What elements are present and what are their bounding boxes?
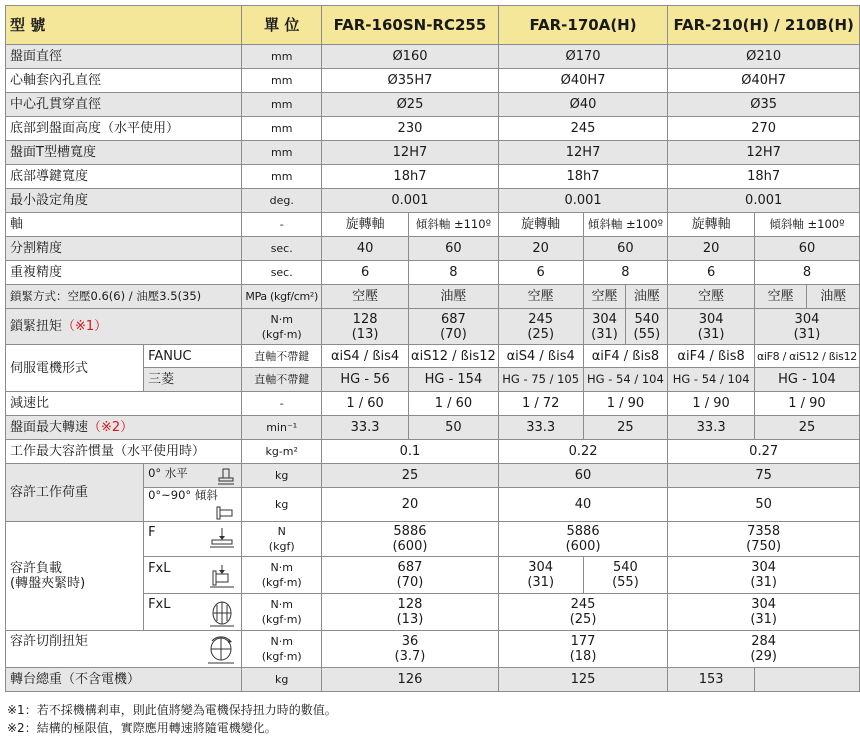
cell: 153 (668, 668, 755, 692)
cell: αiS12 / ßis12 (409, 345, 499, 368)
row-label: 底部導鍵寬度 (6, 165, 242, 189)
cell: 傾斜軸 ±100º (583, 213, 668, 237)
cell: 0.001 (498, 189, 668, 213)
value: 304 (794, 311, 820, 327)
row-unit: sec. (242, 237, 322, 261)
row-label (6, 631, 242, 668)
label-text: 容許切削扭矩 (10, 634, 89, 649)
row-unit (242, 309, 322, 345)
cell (583, 309, 626, 345)
horizontal-table-icon (217, 468, 235, 486)
unit-b: (kgf) (268, 540, 295, 553)
header-col3: FAR-210(H) / 210B(H) (668, 6, 860, 45)
row-clamp-torque (6, 309, 860, 345)
unit-b: (kgf·m) (261, 327, 302, 341)
row-label: 盤面直徑 (6, 45, 242, 69)
cell: 40 (498, 488, 668, 522)
cell: 空壓 (754, 285, 807, 309)
cutting-torque-icon (207, 636, 235, 664)
cell: 25 (754, 416, 859, 440)
row-unit: 直軸不帶鍵 (242, 368, 322, 392)
cell: 33.3 (498, 416, 583, 440)
note-mark: （※2） (88, 420, 134, 435)
cell: 25 (322, 464, 499, 488)
row-label: 盤面T型槽寬度 (6, 141, 242, 165)
cell: 20 (498, 237, 583, 261)
row-center-height (6, 117, 860, 141)
row-label (6, 522, 144, 631)
cell: HG - 54 / 104 (583, 368, 668, 392)
row-unit: - (242, 392, 322, 416)
cell (322, 594, 499, 631)
sub-label (144, 522, 242, 557)
value: 304 (592, 311, 617, 327)
value-sub: (13) (396, 612, 424, 627)
cell (322, 522, 499, 557)
cell (498, 631, 668, 668)
cell: Ø35 (668, 93, 860, 117)
cell: 25 (583, 416, 668, 440)
row-axis (6, 213, 860, 237)
cell: αiF8 / αiS12 / ßis12 (754, 345, 859, 368)
cell: Ø40H7 (668, 69, 860, 93)
cell: Ø160 (322, 45, 499, 69)
row-clamp-load-f (6, 522, 860, 557)
row-unit: MPa (kgf/cm²) (242, 285, 322, 309)
header-unit: 單 位 (242, 6, 322, 45)
cell: 75 (668, 464, 860, 488)
cell: 1 / 90 (583, 392, 668, 416)
unit-b: (kgf·m) (261, 650, 302, 663)
row-center-hole (6, 93, 860, 117)
row-unit: mm (242, 141, 322, 165)
label-a: 容許負載 (10, 561, 63, 576)
row-servo-fanuc (6, 345, 860, 368)
cell: αiF4 / ßis8 (583, 345, 668, 368)
row-label: 心軸套內孔直徑 (6, 69, 242, 93)
cell: 125 (498, 668, 668, 692)
cell (498, 557, 583, 594)
row-unit: kg (242, 668, 322, 692)
cell (668, 594, 860, 631)
cell: 傾斜軸 ±110º (409, 213, 499, 237)
value: 245 (528, 311, 554, 327)
footnote-1: ※1：若不採機構剎車，則此值將變為電機保持扭力時的數值。 (7, 703, 337, 717)
cell: 旋轉軸 (668, 213, 755, 237)
cell: 傾斜軸 ±100º (754, 213, 859, 237)
row-plate-dia (6, 45, 860, 69)
cell: 旋轉軸 (498, 213, 583, 237)
row-unit: kg-m² (242, 440, 322, 464)
cell: 0.001 (668, 189, 860, 213)
row-indexing (6, 237, 860, 261)
cell: 旋轉軸 (322, 213, 409, 237)
cell: Ø170 (498, 45, 668, 69)
cell: 40 (322, 237, 409, 261)
row-unit: - (242, 213, 322, 237)
sub-label (144, 594, 242, 631)
label-b: (轉盤夾緊時) (10, 576, 86, 591)
sub-label (144, 464, 242, 488)
value: 304 (751, 560, 777, 575)
cell: αiS4 / ßis4 (322, 345, 409, 368)
cell: 33.3 (322, 416, 409, 440)
value-sub: (29) (750, 649, 777, 664)
row-unit: mm (242, 93, 322, 117)
cell: HG - 56 (322, 368, 409, 392)
cell: 空壓 (668, 285, 755, 309)
row-unit (242, 557, 322, 594)
row-repeat (6, 261, 860, 285)
value-sub: (600) (565, 539, 601, 554)
cell: 8 (754, 261, 859, 285)
row-clamp-method (6, 285, 860, 309)
cell: 245 (498, 117, 668, 141)
row-unit: sec. (242, 261, 322, 285)
unit-a: N (277, 525, 286, 538)
row-guide-key (6, 165, 860, 189)
cell: 0.27 (668, 440, 860, 464)
spec-table (5, 5, 860, 692)
row-label: 中心孔貫穿直徑 (6, 93, 242, 117)
cell: Ø25 (322, 93, 499, 117)
row-label: 轉台總重（不含電機） (6, 668, 242, 692)
cell: 20 (322, 488, 499, 522)
row-unit (242, 522, 322, 557)
value-sub: (31) (591, 326, 618, 342)
unit-b: (kgf·m) (261, 576, 302, 589)
cell: 6 (668, 261, 755, 285)
row-unit: 直軸不帶鍵 (242, 345, 322, 368)
row-min-angle (6, 189, 860, 213)
cell: αiS4 / ßis4 (498, 345, 583, 368)
footnote-2: ※2：結構的極限值，實際應用轉速將隨電機變化。 (7, 721, 277, 735)
value-sub: (600) (392, 539, 428, 554)
value: 304 (528, 560, 554, 575)
cell: Ø210 (668, 45, 860, 69)
row-label: 鎖緊方式：空壓0.6(6) / 油壓3.5(35) (6, 285, 242, 309)
value: 245 (570, 597, 596, 612)
row-spindle-bore (6, 69, 860, 93)
row-unit: kg (242, 464, 322, 488)
value-sub: (55) (633, 326, 661, 342)
cell: 0.22 (498, 440, 668, 464)
value: 7358 (747, 524, 781, 539)
cell (322, 309, 409, 345)
row-label: 伺服電機形式 (6, 345, 144, 392)
header-row (6, 6, 860, 45)
row-unit: deg. (242, 189, 322, 213)
row-label: 分割精度 (6, 237, 242, 261)
cell (583, 557, 668, 594)
cell: 1 / 90 (754, 392, 859, 416)
cell: αiF4 / ßis8 (668, 345, 755, 368)
sub-label-text: FxL (148, 561, 171, 576)
cell: 8 (409, 261, 499, 285)
row-load-horizontal (6, 464, 860, 488)
value-sub: (750) (746, 539, 782, 554)
cell (668, 557, 860, 594)
header-col2: FAR-170A(H) (498, 6, 668, 45)
value-sub: (31) (697, 326, 725, 342)
note-mark: （※1） (62, 319, 108, 334)
cell: HG - 154 (409, 368, 499, 392)
sub-label: FANUC (144, 345, 242, 368)
row-label: 軸 (6, 213, 242, 237)
cell: 18h7 (498, 165, 668, 189)
cell: 空壓 (583, 285, 626, 309)
cell: 12H7 (322, 141, 499, 165)
value: 5886 (393, 524, 427, 539)
cell: 油壓 (626, 285, 668, 309)
cell (754, 309, 859, 345)
value: 36 (401, 634, 419, 649)
row-unit: mm (242, 45, 322, 69)
row-label (6, 309, 242, 345)
value-sub: (55) (612, 575, 639, 590)
cell (498, 309, 583, 345)
row-unit (242, 631, 322, 668)
value-sub: (25) (527, 326, 555, 342)
row-unit: min⁻¹ (242, 416, 322, 440)
row-label: 容許工作荷重 (6, 464, 144, 522)
value-sub: (18) (569, 649, 597, 664)
unit-a: N·m (270, 635, 293, 648)
value-sub: (31) (793, 326, 821, 342)
cell-empty (754, 668, 859, 692)
row-unit (242, 594, 322, 631)
value-sub: (31) (750, 575, 777, 590)
sub-label (144, 557, 242, 594)
cell: 18h7 (668, 165, 860, 189)
sub-label: 三菱 (144, 368, 242, 392)
value: 687 (441, 311, 466, 327)
value: 128 (352, 311, 378, 327)
moment-top-icon (209, 599, 235, 627)
cell (668, 522, 860, 557)
cell: 18h7 (322, 165, 499, 189)
cell: 6 (322, 261, 409, 285)
footnotes (7, 701, 337, 737)
value-sub: (13) (351, 326, 379, 342)
unit-a: N·m (270, 312, 293, 326)
cell: Ø40 (498, 93, 668, 117)
value: 540 (634, 311, 660, 327)
value: 304 (751, 597, 777, 612)
cell (498, 594, 668, 631)
cell: 空壓 (322, 285, 409, 309)
cell: 126 (322, 668, 499, 692)
sub-label-text: F (148, 525, 156, 540)
cell: HG - 54 / 104 (668, 368, 755, 392)
value: 304 (698, 311, 724, 327)
header-col1: FAR-160SN-RC255 (322, 6, 499, 45)
sub-label-text: FxL (148, 597, 171, 612)
cell (626, 309, 668, 345)
cell: 50 (668, 488, 860, 522)
sub-label-text: 0° 水平 (148, 465, 188, 480)
cell (498, 522, 668, 557)
row-unit: mm (242, 69, 322, 93)
value-sub: (31) (527, 575, 555, 590)
value: 128 (397, 597, 423, 612)
value-sub: (31) (750, 612, 777, 627)
cell: 12H7 (668, 141, 860, 165)
cell: 60 (409, 237, 499, 261)
row-unit: mm (242, 117, 322, 141)
cell (668, 631, 860, 668)
label-text: 鎖緊扭矩 (10, 319, 63, 334)
value: 540 (613, 560, 638, 575)
header-model: 型 號 (6, 6, 242, 45)
cell: 1 / 72 (498, 392, 583, 416)
value: 687 (397, 560, 423, 575)
cell: 12H7 (498, 141, 668, 165)
cell: 20 (668, 237, 755, 261)
unit-a: N·m (270, 561, 293, 574)
cell: HG - 75 / 105 (498, 368, 583, 392)
value-sub: (3.7) (394, 649, 426, 664)
cell: 230 (322, 117, 499, 141)
row-label: 最小設定角度 (6, 189, 242, 213)
value: 5886 (566, 524, 600, 539)
value: 284 (751, 634, 777, 649)
cell: 1 / 60 (409, 392, 499, 416)
cell (409, 309, 499, 345)
sub-label-text: 0°~90° 傾斜 (148, 488, 218, 502)
row-label (6, 416, 242, 440)
cell: Ø35H7 (322, 69, 499, 93)
cell: 8 (583, 261, 668, 285)
row-unit: mm (242, 165, 322, 189)
value: 177 (570, 634, 596, 649)
cell: 油壓 (409, 285, 499, 309)
cell (322, 557, 499, 594)
row-reduction (6, 392, 860, 416)
cell: 6 (498, 261, 583, 285)
cell: 60 (754, 237, 859, 261)
row-inertia (6, 440, 860, 464)
axial-force-icon (209, 527, 235, 549)
cell: Ø40H7 (498, 69, 668, 93)
unit-b: (kgf·m) (261, 613, 302, 626)
cell: 50 (409, 416, 499, 440)
value-sub: (70) (396, 575, 424, 590)
row-label: 工作最大容許慣量（水平使用時） (6, 440, 242, 464)
row-label: 底部到盤面高度（水平使用） (6, 117, 242, 141)
value-sub: (25) (569, 612, 597, 627)
cell: 0.1 (322, 440, 499, 464)
row-t-slot (6, 141, 860, 165)
cell: 270 (668, 117, 860, 141)
row-max-speed (6, 416, 860, 440)
unit-a: N·m (270, 598, 293, 611)
sub-label (144, 488, 242, 522)
cell: 60 (498, 464, 668, 488)
row-label: 減速比 (6, 392, 242, 416)
cell: 油壓 (807, 285, 860, 309)
cell (668, 309, 755, 345)
row-weight (6, 668, 860, 692)
cell (322, 631, 499, 668)
cell: 空壓 (498, 285, 583, 309)
row-label: 重複精度 (6, 261, 242, 285)
cell: HG - 104 (754, 368, 859, 392)
value-sub: (70) (440, 326, 467, 342)
cell: 1 / 90 (668, 392, 755, 416)
row-cutting-torque (6, 631, 860, 668)
cell: 33.3 (668, 416, 755, 440)
label-text: 盤面最大轉速 (10, 420, 89, 435)
cell: 60 (583, 237, 668, 261)
moment-side-icon (209, 563, 235, 589)
cell: 0.001 (322, 189, 499, 213)
cell: 1 / 60 (322, 392, 409, 416)
tilted-table-icon (215, 505, 235, 521)
row-unit: kg (242, 488, 322, 522)
